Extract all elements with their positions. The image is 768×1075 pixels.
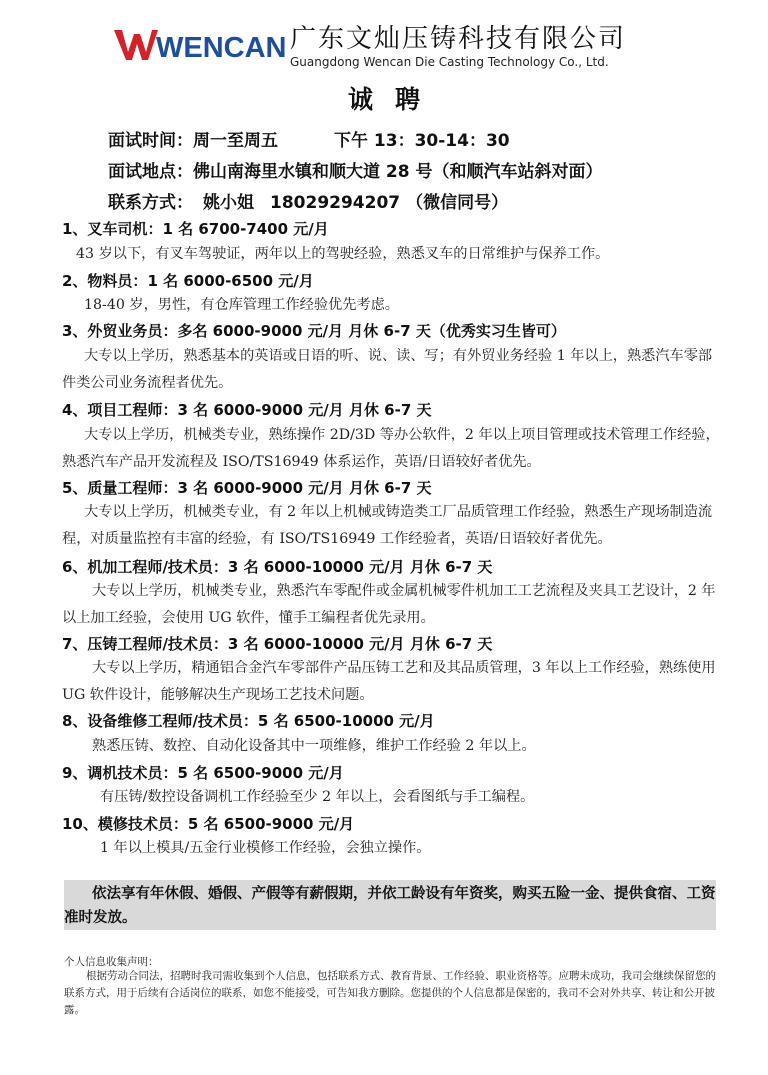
- job-title: 4、项目工程师：3 名 6000-9000 元/月 月休 6-7 天: [62, 401, 432, 419]
- job-title: 8、设备维修工程师/技术员：5 名 6500-10000 元/月: [62, 712, 435, 730]
- job-desc: 大专以上学历，机械类专业，熟悉汽车零配件或金属机械零件机加工工艺流程及夹具工艺设计，2 年以上加工经验，会使用 UG 软件，懂手工编程者优先录用。: [62, 583, 716, 626]
- job-title: 7、压铸工程师/技术员：3 名 6000-10000 元/月 月休 6-7 天: [62, 635, 493, 653]
- company-header: [112, 18, 672, 70]
- interview-place-line: [108, 157, 603, 182]
- job-desc: 18-40 岁，男性，有仓库管理工作经验优先考虑。: [84, 297, 399, 313]
- interview-place: 佛山南海里水镇和顺大道 28 号（和顺汽车站斜对面）: [193, 162, 603, 182]
- wencan-logo: [112, 24, 287, 64]
- job-title: 5、质量工程师：3 名 6000-9000 元/月 月休 6-7 天: [62, 479, 432, 497]
- interview-days: 周一至周五: [193, 131, 278, 151]
- job-desc: 熟悉压铸、数控、自动化设备其中一项维修，维护工作经验 2 年以上。: [92, 738, 536, 754]
- interview-time-line: [108, 126, 510, 151]
- contact-name: 姚小姐: [203, 193, 254, 213]
- job-title: 2、物料员：1 名 6000-6500 元/月: [62, 272, 314, 290]
- benefits-text: 依法享有年休假、婚假、产假等有薪假期，并依工龄设有年资奖，购买五险一金、提供食宿、工资准时发放。: [64, 886, 716, 926]
- job-desc: 43 岁以下，有叉车驾驶证，两年以上的驾驶经验，熟悉叉车的日常维护与保养工作。: [76, 246, 610, 262]
- interview-place-label: 面试地点：: [108, 162, 193, 182]
- job-title: 6、机加工程师/技术员：3 名 6000-10000 元/月 月休 6-7 天: [62, 558, 493, 576]
- job-title: 10、模修技术员：5 名 6500-9000 元/月: [62, 815, 355, 833]
- job-desc: 有压铸/数控设备调机工作经验至少 2 年以上，会看图纸与手工编程。: [100, 789, 535, 805]
- company-name-cn: 广东文灿压铸科技有限公司: [290, 24, 627, 54]
- job-desc: 1 年以上模具/五金行业模修工作经验，会独立操作。: [100, 840, 431, 856]
- contact-label: 联系方式：: [108, 193, 193, 213]
- job-desc: 大专以上学历，熟悉基本的英语或日语的听、说、读、写；有外贸业务经验 1 年以上，熟悉汽车零部件类公司业务流程者优先。: [62, 348, 713, 391]
- company-name-en: Guangdong Wencan Die Casting Technology Co., Ltd.: [290, 55, 609, 69]
- contact-phone: 18029294207: [270, 193, 401, 213]
- page-title: 诚聘: [347, 85, 442, 114]
- job-desc: 大专以上学历，机械类专业，熟练操作 2D/3D 等办公软件，2 年以上项目管理或技术管理工作经验，熟悉汽车产品开发流程及 ISO/TS16949 体系运作，英语/日语较好者优先。: [62, 427, 720, 470]
- logo-wordmark: WENCAN: [156, 32, 287, 64]
- job-title: 9、调机技术员：5 名 6500-9000 元/月: [62, 764, 344, 782]
- job-title: 1、叉车司机：1 名 6700-7400 元/月: [62, 220, 329, 238]
- job-title: 3、外贸业务员：多名 6000-9000 元/月 月休 6-7 天（优秀实习生皆可）: [62, 322, 566, 340]
- job-desc: 大专以上学历，机械类专业，有 2 年以上机械或铸造类工厂品质管理工作经验，熟悉生产现场制造流程，对质量监控有丰富的经验，有 ISO/TS16949 工作经验者，英语/日语较好者优先。: [62, 504, 713, 547]
- contact-note: （微信同号）: [406, 193, 509, 213]
- contact-line: [108, 188, 508, 213]
- privacy-title: 个人信息收集声明：: [64, 956, 159, 968]
- privacy-body: 根据劳动合同法，招聘时我司需收集到个人信息，包括联系方式、教育背景、工作经验、职业资格等。应聘未成功，我司会继续保留您的联系方式，用于后续有合适岗位的联系，如您不能接受，可告知我方删除。您提供的个人信息都是保密的，我司不会对外共享、转让和公开披露。: [64, 970, 716, 1016]
- interview-time-label: 面试时间：: [108, 131, 193, 151]
- interview-hours: 下午 13：30-14：30: [334, 131, 510, 151]
- job-desc: 大专以上学历，精通铝合金汽车零部件产品压铸工艺和及其品质管理，3 年以上工作经验，熟练使用 UG 软件设计，能够解决生产现场工艺技术问题。: [62, 660, 716, 703]
